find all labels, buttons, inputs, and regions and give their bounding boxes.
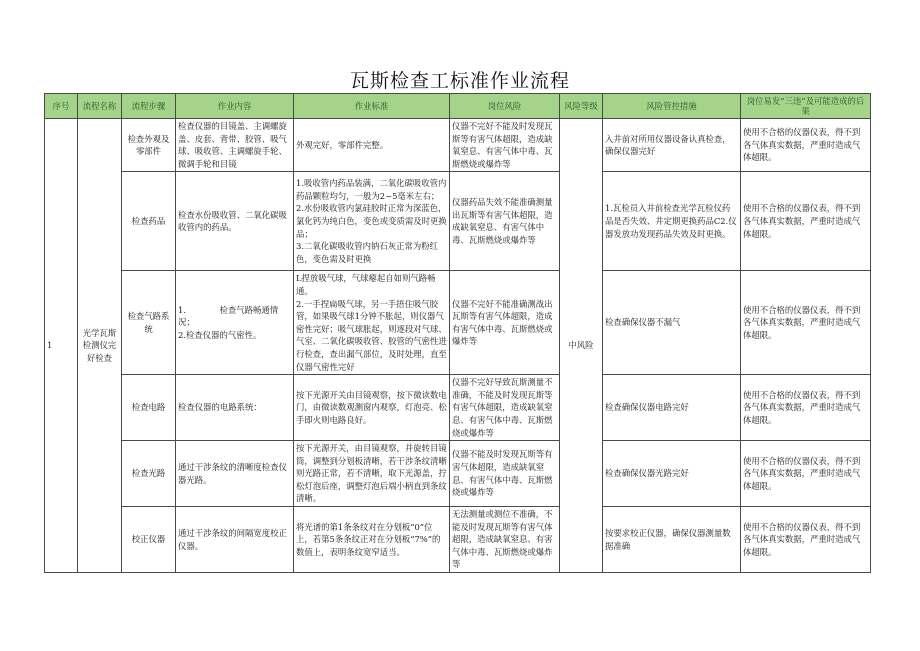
table-row [45,441,871,507]
step-cell: 检查光路 [122,441,176,507]
risk-cell: 仪器不完好不能准确测战出瓦斯等有害气体超限，造成有害气体中毒、瓦斯燃烧或爆炸等 [450,271,560,375]
consequence-cell: 使用不合格的仪器仪表，得不到各气体真实数据，严重时造成气体超限。 [741,375,871,441]
header-risk-control: 风险管控措施 [603,94,741,119]
control-cell: 检查确保仪器不漏气 [603,271,741,375]
standard-cell: 外观完好，零部件完整。 [294,119,450,172]
seq-cell: 1 [45,119,78,573]
document-title: 瓦斯检查工标准作业流程 [349,70,570,92]
standard-cell: L捏放吸气球，气球瘪起自如则气路畅通。 2.一手捏扁吸气球，另一手捂住吸气胶管，如果吸气球1分钟不胀起，则仪器气密性完好；吸气球胀起，则逐段对气球、气室、二氧化碳吸收管、胶管的气密性进行检查，查出漏气部位，及时处理，直至仪器气密性完好 [294,271,450,375]
control-cell: 入井前对所用仪器设备认真检查，确保仪器完好 [603,119,741,172]
consequence-cell: 使用不合格的仪器仪表，得不到各气体真实数据，严重时造成气体超限。 [741,172,871,271]
table-header-row [45,94,871,119]
risk-cell: 仪器不完好导致瓦斯测量不准确，不能及时发现瓦斯等有害气体超限，造成缺氧窒息、有害气体中毒、瓦斯燃烧或爆炸等 [450,375,560,441]
risk-level-cell: 中风险 [560,119,603,573]
header-consequence: 岗位易发“三违”及可能造成的后果 [741,94,871,119]
header-work-content: 作业内容 [176,94,294,119]
table-row [45,271,871,375]
table-row [45,507,871,573]
content-cell: 通过干涉条纹的清晰度检查仪器光路。 [176,441,294,507]
step-cell: 检查药品 [122,172,176,271]
step-cell: 检查电路 [122,375,176,441]
step-cell: 校正仪器 [122,507,176,573]
standard-cell: 将光谱的第1条条纹对在分划板“0”位上，若第5条条纹正对在分划板“7%”的数值上，表明条纹宽窄适当。 [294,507,450,573]
risk-cell: 仪器药品失效不能准确测量出瓦斯等有害气体超限，造成缺氧窒息、有害气体中毒、瓦斯燃烧或爆炸等 [450,172,560,271]
standard-cell: 1.吸收管内药品装满，二氧化碳吸收管内药品颗粒均匀，一般为2~5毫米左右； 2.水份吸收管内氯硅胶时正常为深蓝色，氯化钙为纯白色，变色或变质需及时更换品； 3.二氧化碳吸收管内钠石灰正常为粉红色，变色需及时更换 [294,172,450,271]
process-name-cell: 光学瓦斯检测仪完好检查 [78,119,122,573]
risk-cell: 仪器不能及时发现瓦斯等有害气体超限，造成缺氧窒息、有害气体中毒、瓦斯燃烧或爆炸等 [450,441,560,507]
consequence-cell: 使用不合格的仪器仪表，得不到各气体真实数据，严重时造成气体超限。 [741,271,871,375]
consequence-cell: 使用不合格的仪器仪表，得不到各气体真实数据，严重时造成气体超限。 [741,507,871,573]
risk-cell: 无法测量或测位不准确，不能及时发现瓦斯等有害气体超限，造成缺氧窒息、有害气体中毒、瓦斯燃烧或爆炸等 [450,507,560,573]
header-work-standard: 作业标准 [294,94,450,119]
content-cell: 检查水份吸收管、二氧化碳吸收管内的药品。 [176,172,294,271]
step-cell: 检查外观及零部件 [122,119,176,172]
table-row [45,119,871,172]
header-risk-level: 风险等级 [560,94,603,119]
table-row [45,172,871,271]
content-cell: 1. 检查气路畅通情况； 2.检查仪器的气密性。 [176,271,294,375]
content-cell: 检查仪器的电路系统： [176,375,294,441]
header-post-risk: 岗位风险 [450,94,560,119]
control-cell: 按要求校正仪器，确保仪器测量数据准确 [603,507,741,573]
header-process-step: 流程步骤 [122,94,176,119]
content-cell: 通过干涉条纹的间隔宽度校正仪器。 [176,507,294,573]
risk-cell: 仪器不完好不能及时发现瓦斯等有害气体超限，造成缺氧窒息、有害气体中毒、瓦斯燃烧或爆炸等 [450,119,560,172]
control-cell: 1.瓦检员入井前检查光学瓦检仪药品是否失效、井定期更换药品C2.仪器发放功发现药品失效及时更换。 [603,172,741,271]
standard-cell: 按下光源开关，由目镜观察，并旋转目镜筒，调整到分划板清晰，若干涉条纹清晰则光路正常，若不清晰，取下光源盖，拧松灯泡后座，调整灯泡后端小柄直到条纹清晰。 [294,441,450,507]
workflow-table [44,93,871,573]
step-cell: 检查气路系统 [122,271,176,375]
header-process-name: 流程名称 [78,94,122,119]
standard-cell: 按下光源开关由目镜观察，按下微读数电门，由微读数观测窗内观察，灯泡亮、松手即火则电路良好。 [294,375,450,441]
control-cell: 检查确保仪器电路完好 [603,375,741,441]
header-seq: 序号 [45,94,78,119]
content-cell: 检查仪器的目镜盖、主调螺旋盖、皮套、背带、胶管、吸气球、吸收管、主调螺旋手轮、微调手轮和目镜 [176,119,294,172]
consequence-cell: 使用不合格的仪器仪表，得不到各气体真实数据，严重时造成气体超限。 [741,441,871,507]
control-cell: 检查确保仪器光路完好 [603,441,741,507]
consequence-cell: 使用不合格的仪器仪表，得不到各气体真实数据，严重时造成气体超限。 [741,119,871,172]
table-row [45,375,871,441]
